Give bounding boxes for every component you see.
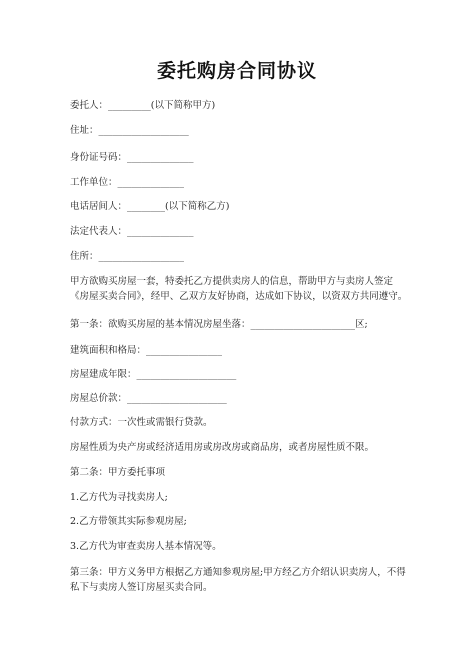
intro-paragraph: 甲方欲购买房屋一套，特委托乙方提供卖房人的信息，帮助甲方与卖房人签定《房屋买卖合同》，经甲、乙双方友好协商，达成如下协议，以资双方共同遵守。 xyxy=(70,276,408,302)
article2-item-3: 3.乙方代为审查卖房人基本情况等。 xyxy=(70,541,222,552)
nature-field: 房屋性质为央产房或经济适用房或房改房或商品房，或者房屋性质不限。 xyxy=(70,442,375,453)
article1-heading: 第一条：欲购买房屋的基本情况房屋坐落：______________________区; xyxy=(70,319,368,330)
employer-field: 工作单位：______________ xyxy=(70,177,185,188)
article2-heading: 第二条：甲方委托事项 xyxy=(70,467,166,478)
page-title: 委托购房合同协议 xyxy=(156,60,317,82)
agent-field: 电话居间人：________(以下简称乙方) xyxy=(70,201,230,212)
article2-item-1: 1.乙方代为寻找卖房人; xyxy=(70,492,168,503)
principal-field: 委托人：_________(以下简称甲方) xyxy=(70,100,216,111)
area-field: 建筑面积和格局：________________ xyxy=(70,345,223,356)
price-field: 房屋总价款：_____________________ xyxy=(70,393,227,404)
residence-field: 住所：__________________ xyxy=(70,251,185,262)
address-field: 住址：___________________ xyxy=(70,125,189,136)
year-field: 房屋建成年限：_____________________ xyxy=(70,369,237,380)
legal-rep-field: 法定代表人：______________ xyxy=(70,226,194,237)
id-number-field: 身份证号码：______________ xyxy=(70,152,194,163)
article2-item-2: 2.乙方带领其实际参观房屋; xyxy=(70,516,187,527)
payment-field: 付款方式：一次性或需银行贷款。 xyxy=(70,417,213,428)
article3-paragraph: 第三条：甲方义务甲方根据乙方通知参观房屋;甲方经乙方介绍认识卖房人，不得私下与卖房人签订房屋买卖合同。 xyxy=(70,567,406,593)
